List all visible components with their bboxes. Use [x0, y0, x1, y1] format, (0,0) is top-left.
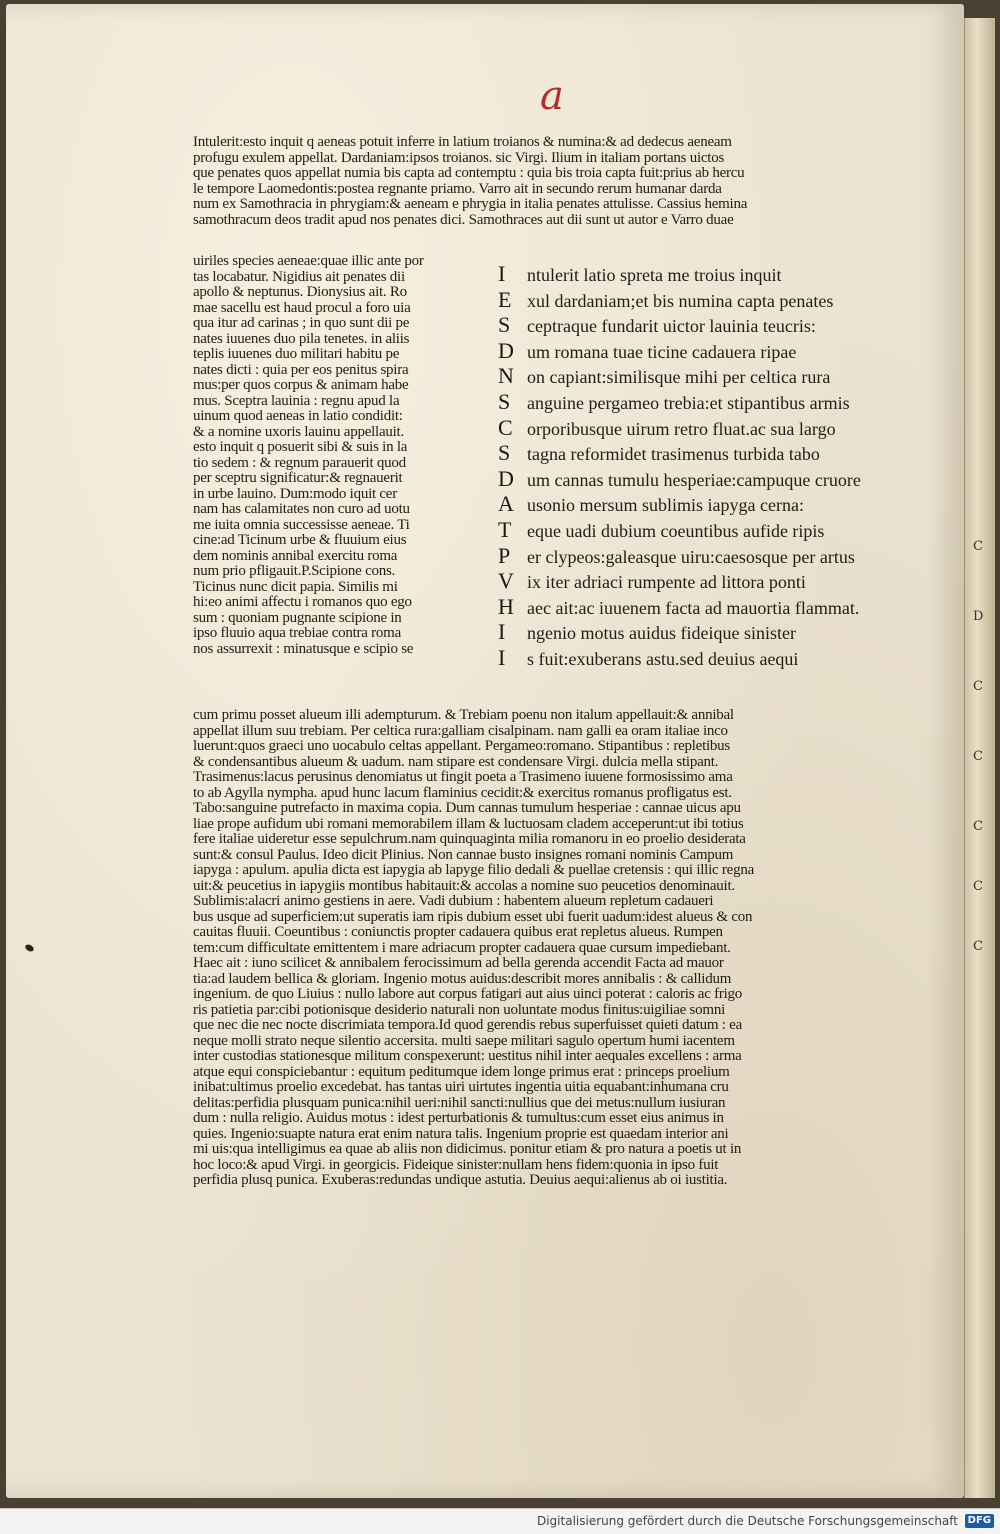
commentary-bottom — [193, 708, 754, 1189]
text-line: nam has calamitates non curo ad uotu — [193, 501, 410, 517]
verse-text: xul dardaniam;et bis numina capta penates — [527, 290, 834, 311]
text-line: Ticinus nunc dicit papia. Similis mi — [193, 578, 398, 595]
edge-glyph: D — [973, 609, 984, 624]
digitization-footer — [0, 1508, 1000, 1534]
text-line: apollo & neptunus. Dionysius ait. Ro — [193, 284, 407, 300]
verse-initial: S — [498, 440, 511, 466]
verse-initial: A — [498, 491, 514, 517]
verse-text: tagna reformidet trasimenus turbida tabo — [527, 444, 820, 465]
text-line: sum : quoniam pugnante scipione in — [193, 609, 402, 626]
commentary-top — [193, 135, 747, 228]
text-line: mae sacellu est haud procul a foro uia — [193, 299, 411, 316]
text-line: Sublimis:alacri animo gestiens in aere. Vadi dubium : habentem alueum repletum cadaueri — [193, 893, 714, 909]
verse-text: er clypeos:galeasque uiru:caesosque per artus — [527, 546, 855, 567]
text-line: cine:ad Ticinum urbe & fluuium eius — [193, 532, 407, 548]
text-line: me iuita omnia successisse aeneae. Ti — [193, 516, 410, 533]
text-line: atque equi conspiciebantur : equitum peditumque idem longe primus erat : princeps proelium — [193, 1063, 730, 1080]
verse-initial: T — [498, 516, 512, 542]
text-line: liae prope aufidum ubi romani memorabilem illam & luctuosam cladem acceperunt:ut ibi totius — [193, 815, 744, 832]
text-line: samothracum deos tradit apud nos penates dici. Samothraces aut dii sunt ut autor e Varro duae — [193, 211, 734, 228]
edge-glyph: C — [973, 819, 983, 834]
verse-text: ceptraque fundarit uictor lauinia teucris: — [527, 316, 816, 337]
text-line: per sceptru significatur:& regnauerit — [193, 470, 403, 486]
text-line: cum primu posset alueum illi adempturum. & Trebiam poenu non italum appellauit:& annibal — [193, 707, 734, 723]
text-line: & a nomine uxoris lauinu appellauit. — [193, 423, 404, 440]
text-line: profugu exulem appellat. Dardaniam:ipsos troianos. sic Virgi. Ilium in italiam portans uictos — [193, 149, 725, 166]
verse-initial: S — [498, 388, 511, 414]
text-line: num ex Samothracia in phrygiam:& aeneam e phrygia in italia penates attulisse. Cassius hemina — [193, 196, 748, 212]
text-line: luerunt:quos graeci uno uocabulo celtas appellant. Pergameo:romano. Stipantibus : repletibus — [193, 738, 731, 754]
verse-text: eque uadi dubium coeuntibus aufide ripis — [527, 520, 825, 541]
text-line: tem:cum difficultate emittentem i mare adriacum propter cadauera quae cursum impediebant. — [193, 939, 731, 956]
text-line: hi:eo animi affectu i romanos quo ego — [193, 594, 412, 610]
text-line: sunt:& consul Paulus. Ideo dicit Plinius. Non cannae busto insignes romani nominis Campum — [193, 846, 734, 863]
text-line: bus usque ad superficiem:ut superatis iam ripis dubium esset ubi fuerit uadum:idest alueus & con — [193, 908, 753, 925]
verse-text: usonio mersum sublimis iapyga cerna: — [527, 495, 804, 516]
text-line: teplis iuuenes duo militari habitu pe — [193, 346, 400, 362]
text-line: ris patietia par:cibi potionisque desiderio naturali non uoluntate modus finitus:uigiliae somni — [193, 1001, 725, 1018]
folio-signature: a — [540, 73, 562, 119]
text-line: nates iuuenes duo pila tenetes. in aliis — [193, 330, 410, 347]
text-line: perfidia plusq punica. Exuberas:redundas undique astutia. Deuius aequi:alienus ab oi iustitia. — [193, 1172, 728, 1188]
text-line: qua itur ad carinas ; in quo sunt dii pe — [193, 315, 410, 331]
commentary-left-column — [193, 254, 424, 657]
text-line: num prio pfligauit.P.Scipione cons. — [193, 563, 396, 579]
text-line: in urbe lauino. Dum:modo iquit cer — [193, 485, 397, 502]
dfg-logo: DFG — [965, 1514, 994, 1528]
text-line: inibat:ultimus proelio excedebat. has tantas uiri uirtutes ingentia uitia equabant:inhumana cru — [193, 1079, 729, 1095]
edge-glyph: C — [973, 939, 983, 954]
text-line: hoc loco:& apud Virgi. in georgicis. Fideique sinister:nullam hens fidem:quonia in ipso fuit — [193, 1156, 719, 1173]
text-line: uit:& peucetius in iapygiis montibus habitauit:& accolas a nomine suo peucetios denominauit. — [193, 877, 735, 894]
verse-initial: D — [498, 337, 514, 363]
verse-initial: H — [498, 593, 514, 619]
text-line: dum : nulla religio. Auidus motus : idest perturbationis & tumultus:cum esset eius animus in — [193, 1110, 724, 1126]
text-line: uinum quod aeneas in latio condidit: — [193, 408, 403, 424]
text-line: mus:per quos corpus & animam habe — [193, 377, 409, 393]
verse-initial: I — [498, 619, 506, 645]
text-line: fere italiae uideretur esse sepulchrum.nam quinquaginta milia romanoru in eo proelio desiderata — [193, 831, 746, 847]
text-line: to ab Agylla nympha. apud hunc lacum flaminius cecidit:& exercitus romanus profligatus est. — [193, 784, 732, 801]
verse-initial: D — [498, 465, 514, 491]
edge-glyph: C — [973, 679, 983, 694]
text-line: nos assurrexit : minatusque e scipio se — [193, 640, 414, 657]
edge-glyph: C — [973, 749, 983, 764]
text-line: nates dicti : quia per eos penitus spira — [193, 361, 409, 378]
text-line: inter custodias stationesque militum conspexerunt: uestitus nihil inter aequales excellens : arma — [193, 1048, 742, 1064]
text-line: cauitas fluuii. Coeuntibus : coniunctis propter cadauera quibus erat repletus alueus. Rumpen — [193, 924, 723, 940]
text-line: neque molli strato neque silentio accersita. multi saepe militari sagulo opertum humi iacentem — [193, 1032, 735, 1049]
text-line: le tempore Laomedontis:postea regnante priamo. Varro ait in secundo rerum humanar darda — [193, 180, 722, 197]
text-line: quies. Ingenio:suapte natura erat enim natura talis. Ingenium proprie est quaedam interior ani — [193, 1125, 729, 1142]
verse-text: ngenio motus auidus fideique sinister — [527, 623, 796, 644]
text-line: tia:ad laudem bellica & gloriam. Ingenio motus auidus:describit mores annibalis : & callidum — [193, 970, 732, 987]
text-line: Trasimenus:lacus perusinus denomiatus ut fingit poeta a Trasimeno iuuene formosissimo ama — [193, 769, 733, 785]
text-line: delitas:perfidia plusquam punica:nihil ueri:nihil sancti:nullius que dei metus:nullum iusiuran — [193, 1094, 726, 1111]
text-line: Haec ait : iuno scilicet & annibalem ferocissimum ad bella gerenda accendit Facta ad mauor — [193, 955, 724, 971]
text-line: mus. Sceptra lauinia : regnu apud la — [193, 392, 400, 409]
edge-glyph: C — [973, 879, 983, 894]
text-line: & condensantibus alueum & uadum. nam stipare est condensare Virgi. dulcia mella stipant. — [193, 753, 719, 770]
footer-credit: Digitalisierung gefördert durch die Deutsche Forschungsgemeinschaft — [536, 1514, 958, 1528]
text-line: tio sedem : & regnum parauerit quod — [193, 454, 406, 471]
verse-text: anguine pergameo trebia:et stipantibus armis — [527, 392, 850, 413]
text-line: esto inquit q posuerit sibi & suis in la — [193, 439, 408, 455]
text-line: ingenium. de quo Liuius : nullo labore aut corpus fatigari aut aius uinci poterat : caloris ac frigo — [193, 986, 743, 1002]
verse-initial: C — [498, 414, 513, 440]
verse-text: on capiant:similisque mihi per celtica rura — [527, 367, 831, 388]
text-line: tas locabatur. Nigidius ait penates dii — [193, 268, 405, 285]
text-line: appellat illum suu trebiam. Per celtica rura:galliam cisalpinam. nam galli ea oram italiae inco — [193, 722, 728, 739]
verse-initial: S — [498, 312, 511, 338]
text-line: ipso fluuio aqua trebiae contra roma — [193, 625, 402, 641]
verse-initial: E — [498, 286, 512, 312]
verse-text: um romana tuae ticine cadauera ripae — [527, 341, 797, 362]
verse-initial: P — [498, 542, 511, 568]
verse-initial: V — [498, 568, 514, 594]
verse-text: aec ait:ac iuuenem facta ad mauortia flammat. — [527, 597, 860, 618]
text-line: Intulerit:esto inquit q aeneas potuit inferre in latium troianos & numina:& ad dedecus aeneam — [193, 134, 732, 150]
text-line: iapyga : apulum. apulia dicta est iapygia ab lapyge filio dedali & puellae cretensis : qui illic regna — [193, 862, 754, 878]
verse-text: s fuit:exuberans astu.sed deuius aequi — [527, 648, 799, 669]
verse-text: orporibusque uirum retro fluat.ac sua largo — [527, 418, 836, 439]
text-line: mi uis:qua intelligimus ea quae ab aliis non didicimus. ponitur etiam & pro natura a poetis ut in — [193, 1141, 742, 1157]
edge-glyph: C — [973, 539, 983, 554]
verse-initial: N — [498, 363, 514, 389]
verse-text: ntulerit latio spreta me troius inquit — [527, 265, 782, 285]
text-line: uiriles species aeneae:quae illic ante por — [193, 253, 424, 269]
verse-initial: I — [498, 644, 506, 670]
text-line: Tabo:sanguine putrefacto in maxima copia. Dum cannas tumulum hesperiae : cannae uicus apu — [193, 800, 741, 816]
verse-text: um cannas tumulu hesperiae:campuque cruore — [527, 469, 861, 490]
text-line: que penates quos appellat numia bis capta ad contemptu : quia bis troia capta fuit:prius ab hercu — [193, 165, 745, 181]
verse-text: ix iter adriaci rumpente ad littora ponti — [527, 572, 806, 593]
text-line: dem nominis annibal exercitu roma — [193, 547, 398, 564]
text-line: que nec die nec nocte discrimiata tempora.Id quod gerendis rebus superfuisset quieti datum : ea — [193, 1017, 742, 1033]
verse-initial: I — [498, 261, 506, 286]
